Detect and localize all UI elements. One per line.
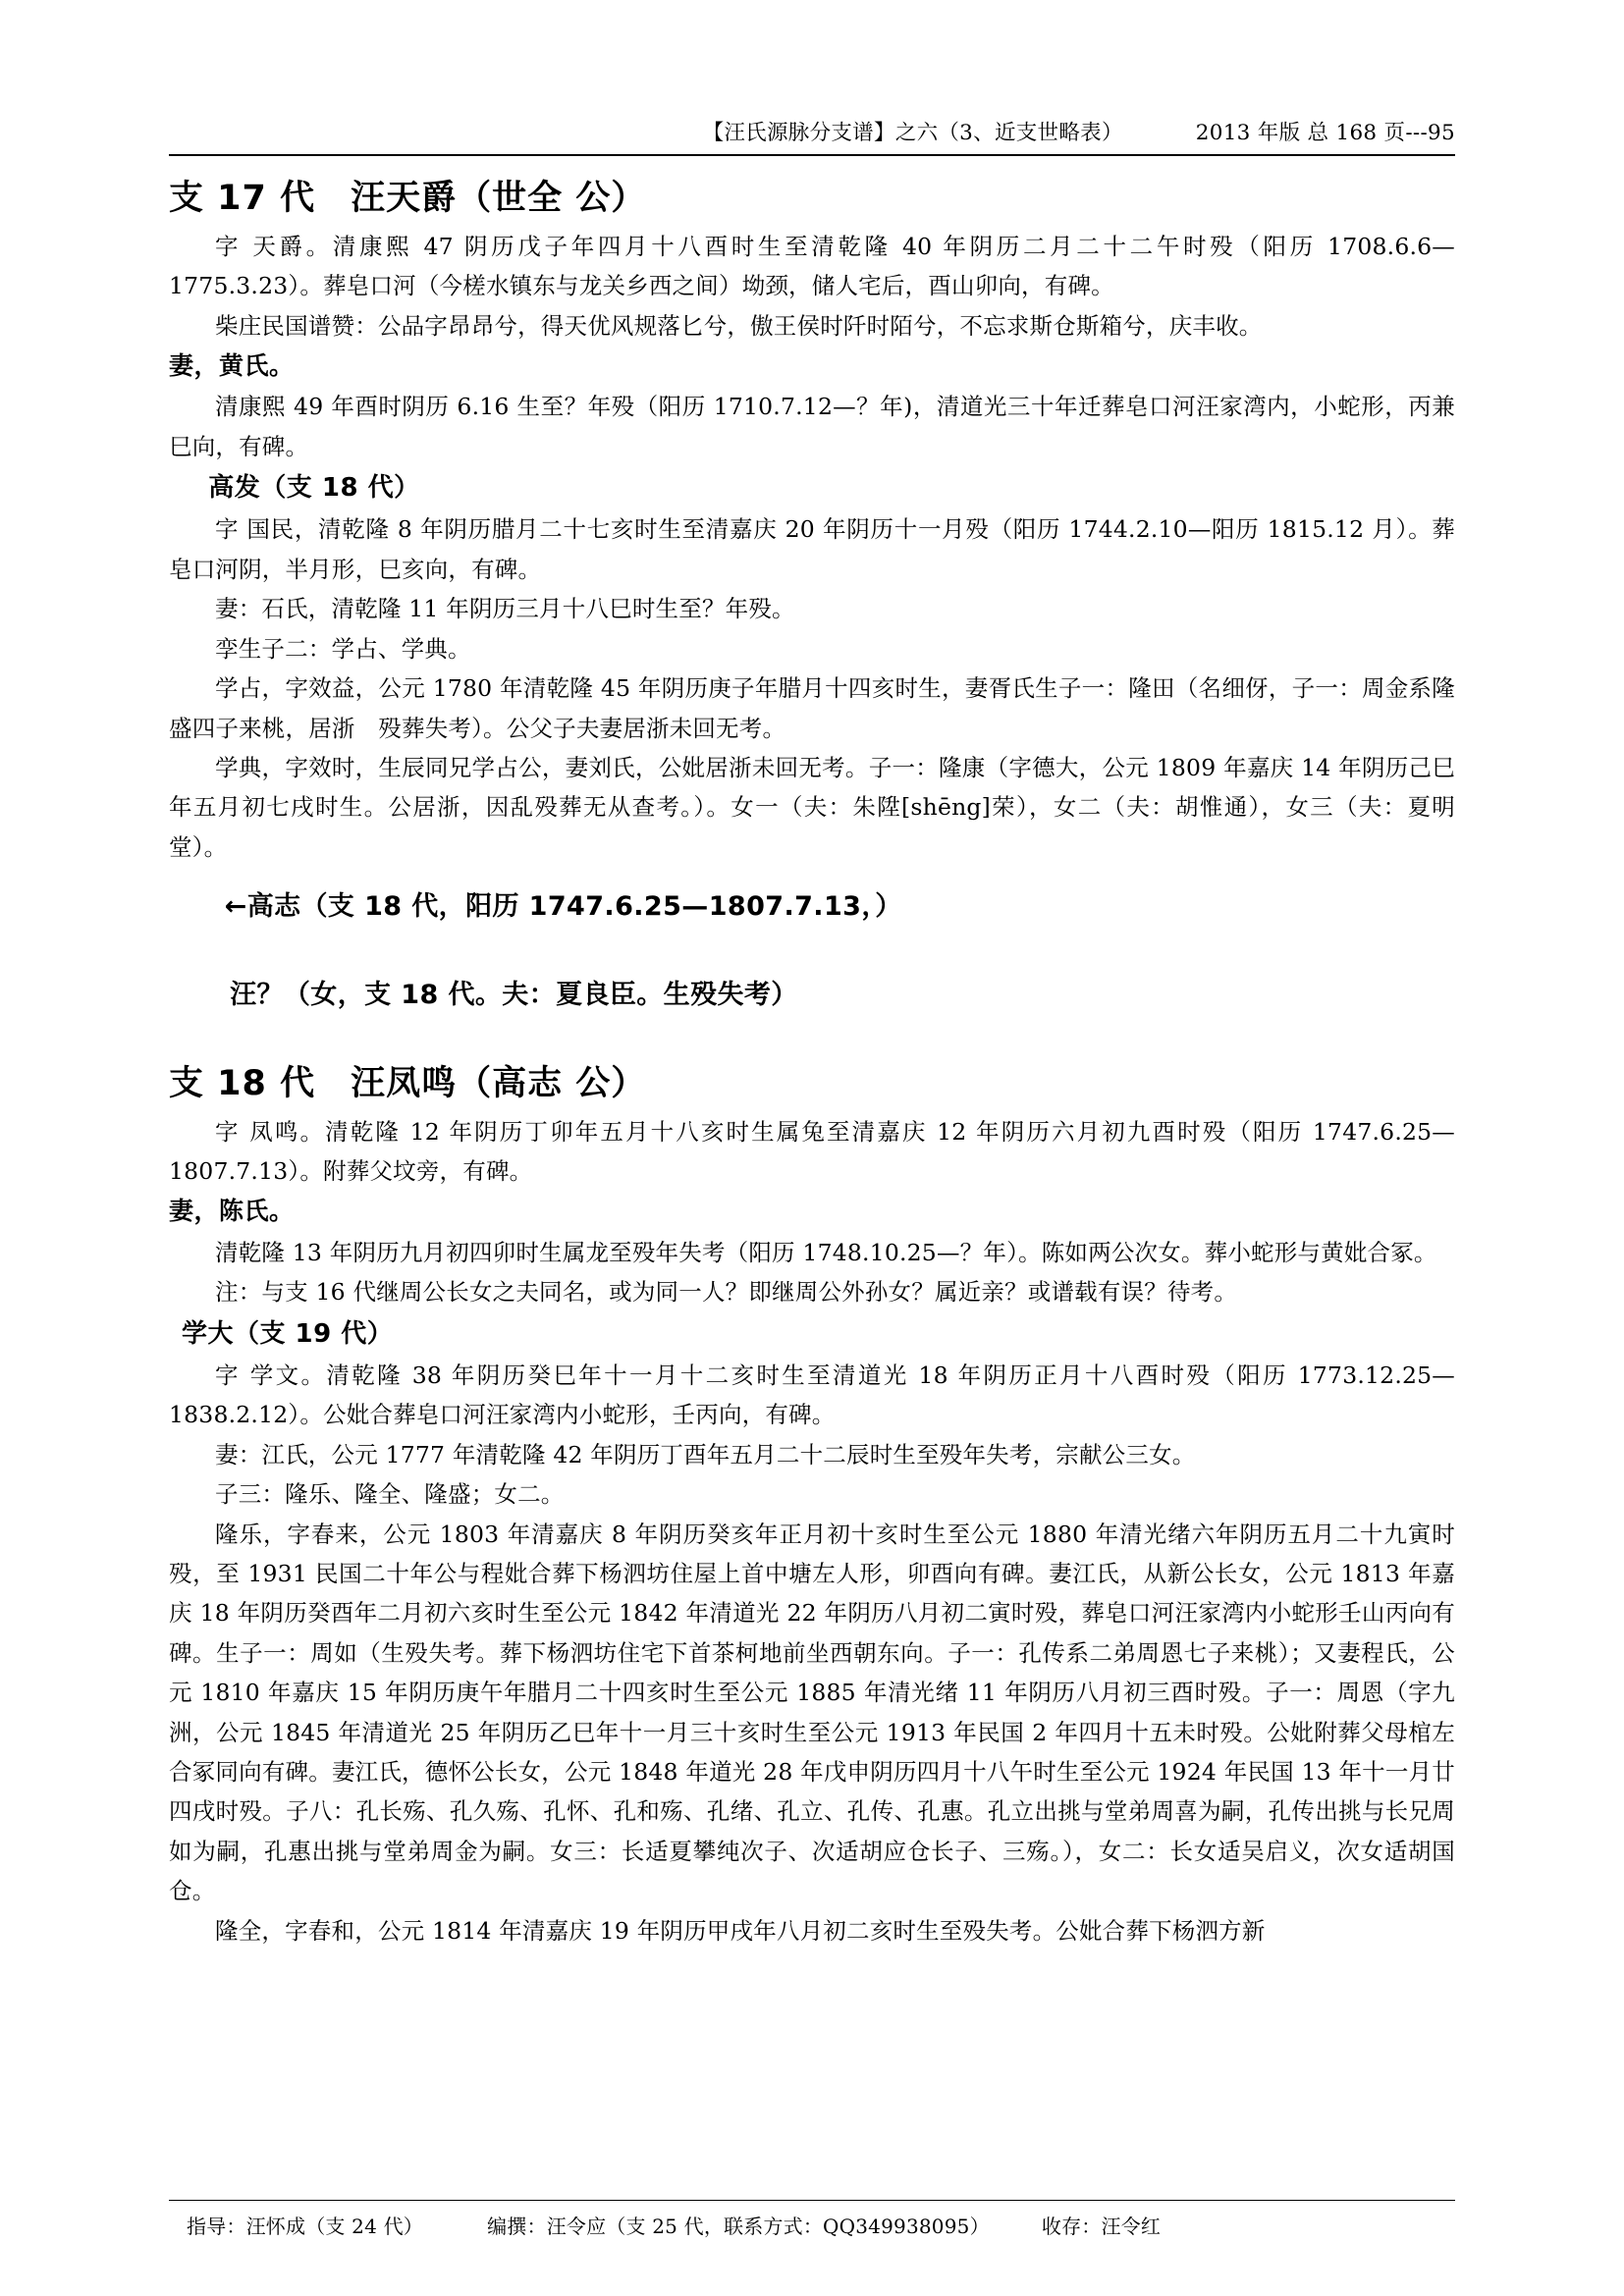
pointer-wang-daughter: 汪？（女，支 18 代。夫：夏良臣。生殁失考） — [230, 980, 798, 1011]
document-body — [169, 178, 1455, 1950]
paragraph-tianjue-bio: 字 天爵。清康熙 47 阴历戊子年四月十八酉时生至清乾隆 40 年阴历二月二十二午时殁（阳历 1708.6.6—1775.3.23）。葬皂口河（今槎水镇东与龙关乡西之间）坳颈，储人宅后，酉山卯向，有碑。 — [169, 232, 1455, 300]
subheading-gaofa: 高发（支 18 代） — [208, 473, 420, 504]
pointer-gaozhi: ←高志（支 18 代，阳历 1747.6.25—1807.7.13，） — [224, 891, 902, 923]
paragraph-xueda-bio: 字 学文。清乾隆 38 年阴历癸巳年十一月十二亥时生至清道光 18 年阴历正月十八酉时殁（阳历 1773.12.25—1838.2.12）。公妣合葬皂口河汪家湾内小蛇形，壬丙向，有碑。 — [169, 1361, 1455, 1429]
paragraph-wife-huang-bio: 清康熙 49 年酉时阴历 6.16 生至？年殁（阳历 1710.7.12—？年)，清道光三十年迁葬皂口河汪家湾内，小蛇形，丙兼巳向，有碑。 — [169, 393, 1455, 460]
paragraph-gaofa-wife: 妻：石氏，清乾隆 11 年阴历三月十八巳时生至？年殁。 — [215, 595, 795, 623]
footer-editor: 编撰：汪令应（支 25 代，联系方式：QQ349938095） — [487, 2215, 990, 2238]
paragraph-gaofa-sons: 孪生子二：学占、学典。 — [215, 634, 471, 663]
header-rule — [169, 154, 1455, 156]
paragraph-fengming-bio: 字 凤鸣。清乾隆 12 年阴历丁卯年五月十八亥时生属兔至清嘉庆 12 年阴历六月初九酉时殁（阳历 1747.6.25—1807.7.13）。附葬父坟旁，有碑。 — [169, 1117, 1455, 1186]
paragraph-note: 注：与支 16 代继周公长女之夫同名，或为同一人？即继周公外孙女？属近亲？或谱载有误？待考。 — [215, 1278, 1238, 1307]
subheading-xueda: 学大（支 19 代） — [182, 1318, 394, 1349]
paragraph-xueda-wife: 妻：江氏，公元 1777 年清乾隆 42 年阴历丁酉年五月二十二辰时生至殁年失考，宗献公三女。 — [215, 1440, 1196, 1468]
footer-guide: 指导：汪怀成（支 24 代） — [187, 2215, 423, 2238]
paragraph-chaizhuang-praise: 柴庄民国谱赞：公品字昂昂兮，得天优风规落匕兮，傲王侯时阡时陌兮，不忘求斯仓斯箱兮，庆丰收。 — [215, 311, 1263, 340]
footer-credits — [169, 2211, 1455, 2239]
subheading-wife-chen: 妻，陈氏。 — [169, 1197, 295, 1226]
section-heading: 支 17 代 汪天爵（世全 公） — [169, 179, 647, 218]
page-footer — [169, 2200, 1455, 2239]
header-page-info: 2013 年版 总 168 页---95 — [1195, 121, 1455, 145]
paragraph-xuezhan: 学占，字效益，公元 1780 年清乾隆 45 年阴历庚子年腊月十四亥时生，妻胥氏生子一：隆田（名细伢，子一：周金系隆盛四子来桃，居浙 殁葬失考）。公父子夫妻居浙未回无考。 — [169, 674, 1455, 742]
header-title: 【汪氏源脉分支谱】之六（3、近支世略表） — [702, 121, 1123, 145]
paragraph-xueda-children: 子三：隆乐、隆全、隆盛；女二。 — [215, 1480, 565, 1509]
paragraph-wife-chen-bio: 清乾隆 13 年阴历九月初四卯时生属龙至殁年失考（阳历 1748.10.25—？年）。陈如两公次女。葬小蛇形与黄妣合冢。 — [215, 1238, 1437, 1266]
footer-rule — [169, 2200, 1455, 2201]
paragraph-longle: 隆乐，字春来，公元 1803 年清嘉庆 8 年阴历癸亥年正月初十亥时生至公元 1880 年清光绪六年阴历五月二十九寅时殁，至 1931 民国二十年公与程妣合葬下杨泗坊住屋上首中塘左人形，卯酉向有碑。妻江氏，从新公长女，公元 1813 年嘉庆 18 年阴历癸酉年二月初六亥时生至公元 1842 年清道光 22 年阴历八月初二寅时殁，葬皂口河汪家湾内小蛇形壬山丙向有碑。生子一：周如（生殁失考。葬下杨泗坊住宅下首茶柯地前坐西朝东向。子一：孔传系二弟周恩七子来桃）；又妻程氏，公元 1810 年嘉庆 15 年阴历庚午年腊月二十四亥时生至公元 1885 年清光绪 11 年阴历八月初三酉时殁。子一：周恩（字九洲，公元 1845 年清道光 25 年阴历乙巳年十一月三十亥时生至公元 1913 年民国 2 年四月十五未时殁。公妣附葬父母棺左合冢同向有碑。妻江氏，德怀公长女，公元 1848 年道光 28 年戊申阴历四月十八午时生至公元 1924 年民国 13 年十一月廿四戌时殁。子八：孔长殇、孔久殇、孔怀、孔和殇、孔绪、孔立、孔传、孔惠。孔立出挑与堂弟周喜为嗣，孔传出挑与长兄周如为嗣，孔惠出挑与堂弟周金为嗣。女三：长适夏攀纯次子、次适胡应仓长子、三殇。），女二：长女适吴启义，次女适胡国仓。 — [169, 1520, 1455, 1905]
section-heading: 支 18 代 汪凤鸣（高志 公） — [169, 1063, 647, 1103]
paragraph-gaofa-bio: 字 国民，清乾隆 8 年阴历腊月二十七亥时生至清嘉庆 20 年阴历十一月殁（阳历 1744.2.10—阳历 1815.12 月）。葬皂口河阴，半月形，巳亥向，有碑。 — [169, 515, 1455, 583]
subheading-wife-huang: 妻，黄氏。 — [169, 350, 295, 380]
running-header — [169, 116, 1455, 154]
paragraph-longquan: 隆全，字春和，公元 1814 年清嘉庆 19 年阴历甲戌年八月初二亥时生至殁失考。公妣合葬下杨泗方新 — [215, 1916, 1266, 1945]
footer-keeper: 收存：汪令红 — [1041, 2215, 1162, 2238]
paragraph-xuedian: 学典，字效时，生辰同兄学占公，妻刘氏，公妣居浙未回无考。子一：隆康（字德大，公元 1809 年嘉庆 14 年阴历己巳年五月初七戌时生。公居浙，因乱殁葬无从查考。）。女一（夫：朱陞[shēng]荣），女二（夫：胡惟通），女三（夫：夏明堂）。 — [169, 753, 1455, 861]
